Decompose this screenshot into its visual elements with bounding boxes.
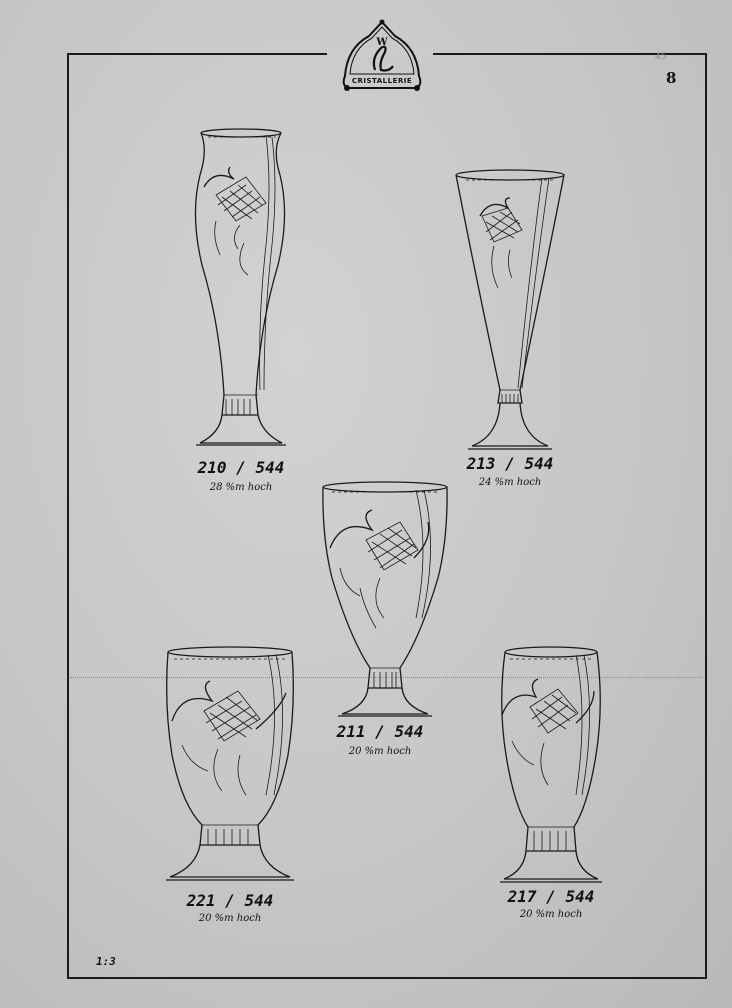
height-213: 24 %m hoch [478, 477, 542, 488]
height-221: 20 %m hoch [198, 913, 262, 924]
model-number-221: 221 / 544 [186, 891, 274, 910]
model-number-217: 217 / 544 [507, 887, 595, 906]
model-number-213: 213 / 544 [466, 454, 554, 473]
vase-217-drawing [496, 645, 606, 885]
scale-label: 1:3 [96, 955, 116, 968]
page-mark: 45 [655, 52, 667, 62]
height-211: 20 %m hoch [348, 746, 412, 757]
vase-213-drawing [450, 168, 570, 453]
page-number: 8 [666, 69, 677, 87]
svg-text:W: W [376, 37, 388, 48]
logo-text: CRISTALLERIE [351, 77, 413, 85]
height-217: 20 %m hoch [519, 909, 583, 920]
vase-210-drawing [186, 125, 296, 455]
vase-221-drawing [160, 645, 300, 885]
model-number-211: 211 / 544 [336, 722, 424, 741]
model-number-210: 210 / 544 [197, 458, 285, 477]
vase-211-drawing [320, 478, 450, 718]
height-210: 28 %m hoch [209, 482, 273, 493]
